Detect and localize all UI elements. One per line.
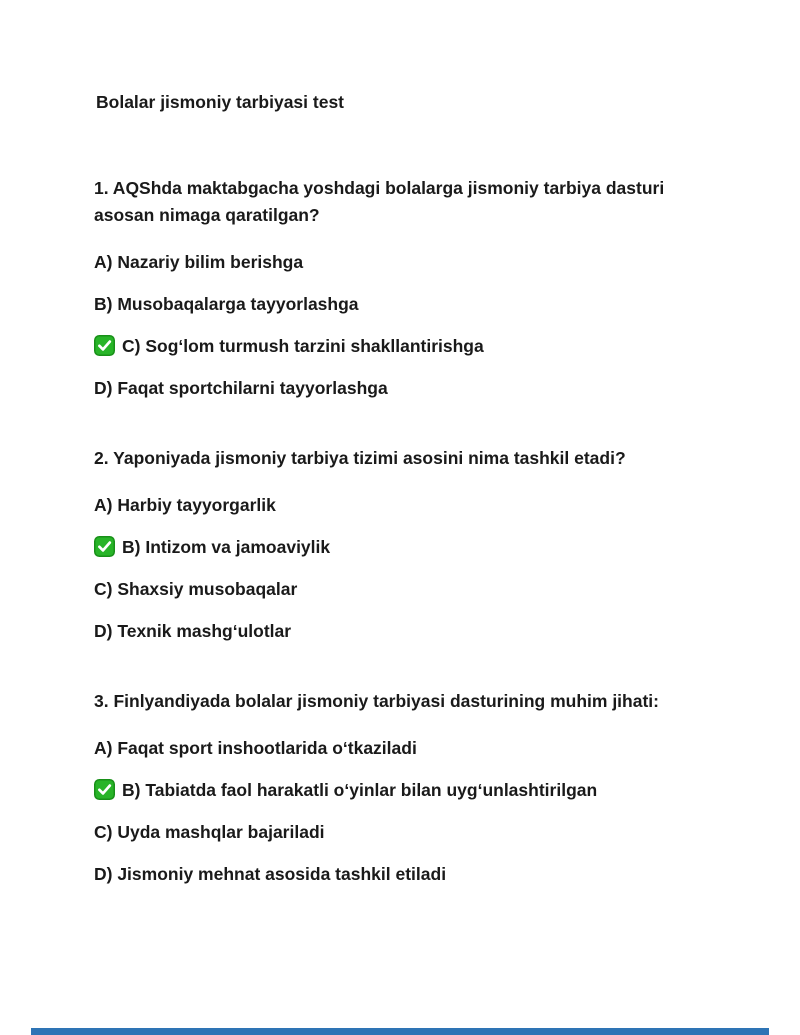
green-check-icon — [94, 335, 115, 356]
option-label: D) Texnik mashgʻulotlar — [94, 621, 292, 641]
document-title: Bolalar jismoniy tarbiyasi test — [96, 92, 345, 112]
option-label: A) Nazariy bilim berishga — [94, 252, 304, 272]
option-label: C) Uyda mashqlar bajariladi — [94, 822, 325, 842]
option-label: D) Faqat sportchilarni tayyorlashga — [94, 378, 388, 398]
option-label: A) Harbiy tayyorgarlik — [94, 495, 276, 515]
option-label: A) Faqat sport inshootlarida oʻtkaziladi — [94, 738, 417, 758]
question-text: 3. Finlyandiyada bolalar jismoniy tarbiyasi dasturining muhim jihati: — [94, 691, 659, 711]
answer-option-correct — [94, 534, 706, 561]
answer-option — [94, 375, 706, 402]
green-check-icon — [94, 536, 115, 557]
bottom-blue-bar — [31, 1028, 769, 1035]
question-text: 2. Yaponiyada jismoniy tarbiya tizimi asosini nima tashkil etadi? — [94, 448, 626, 468]
question-block-2 — [94, 445, 706, 645]
answer-option — [94, 618, 706, 645]
option-label: B) Intizom va jamoaviylik — [122, 537, 331, 557]
green-check-icon — [94, 779, 115, 800]
answer-option-correct — [94, 777, 706, 804]
option-label: B) Musobaqalarga tayyorlashga — [94, 294, 359, 314]
option-label: D) Jismoniy mehnat asosida tashkil etiladi — [94, 864, 447, 884]
answer-option — [94, 291, 706, 318]
answer-option — [94, 576, 706, 603]
answer-option — [94, 249, 706, 276]
answer-option — [94, 492, 706, 519]
answer-option — [94, 735, 706, 762]
answer-option — [94, 861, 706, 888]
option-label: C) Sogʻlom turmush tarzini shakllantirishga — [122, 336, 484, 356]
answer-option-correct — [94, 333, 706, 360]
question-text: 1. AQShda maktabgacha yoshdagi bolalarga jismoniy tarbiya dasturi asosan nimaga qaratilgan? — [94, 178, 665, 225]
question-block-1 — [94, 175, 706, 402]
option-label: B) Tabiatda faol harakatli oʻyinlar bilan uygʻunlashtirilgan — [122, 780, 598, 800]
option-label: C) Shaxsiy musobaqalar — [94, 579, 298, 599]
answer-option — [94, 819, 706, 846]
question-block-3 — [94, 688, 706, 888]
